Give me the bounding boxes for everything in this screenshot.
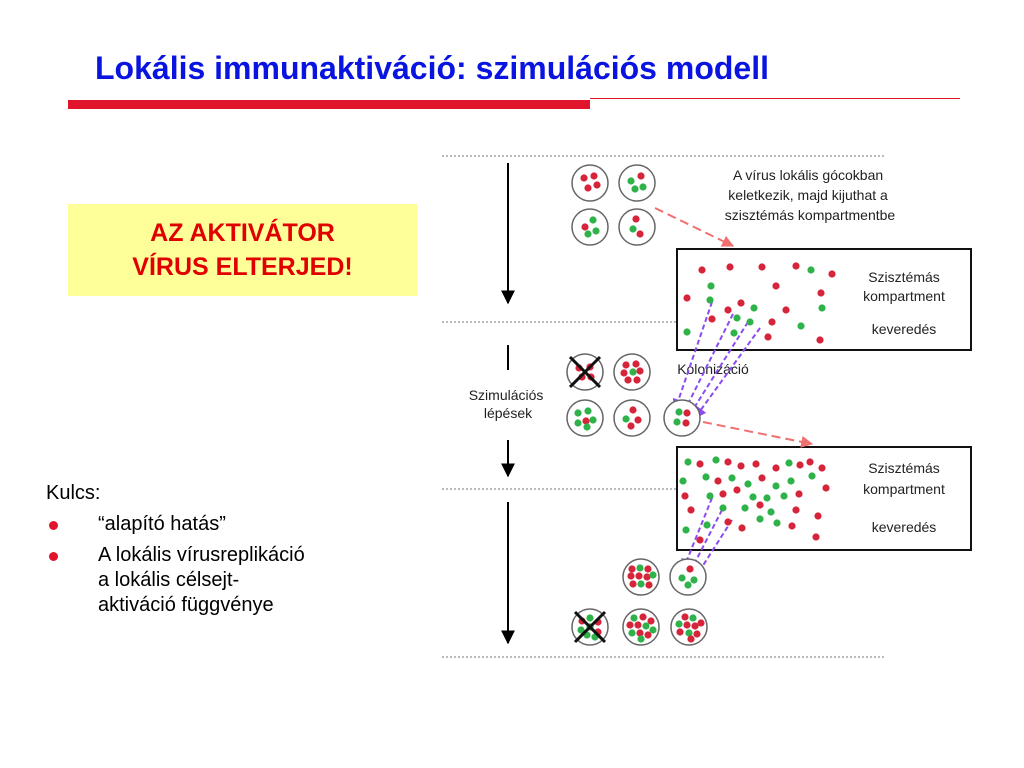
green-cell — [733, 314, 740, 321]
green-cell — [706, 296, 713, 303]
red-cell — [633, 376, 640, 383]
steps-label-line: Szimulációs — [468, 387, 544, 403]
red-cell — [635, 572, 642, 579]
green-cell — [767, 508, 774, 515]
red-cell — [644, 565, 651, 572]
slide-title: Lokális immunaktiváció: szimulációs modell — [95, 50, 769, 86]
red-cell — [733, 486, 740, 493]
red-cell — [758, 263, 765, 270]
colonization-label: Kolonizáció — [677, 361, 749, 377]
green-cell — [741, 504, 748, 511]
red-cell — [788, 522, 795, 529]
red-cell — [772, 282, 779, 289]
local-focus-well — [619, 209, 655, 245]
steps-label — [469, 387, 548, 421]
mixing-label: keveredés — [871, 519, 937, 535]
red-cell — [696, 460, 703, 467]
green-cell — [780, 492, 787, 499]
green-cell — [584, 407, 591, 414]
green-cell — [785, 459, 792, 466]
annotation-line: keletkezik, majd kijuthat a — [728, 187, 888, 203]
red-cell — [681, 613, 688, 620]
red-cell — [681, 492, 688, 499]
red-cell — [724, 458, 731, 465]
green-cell — [675, 620, 682, 627]
green-cell — [773, 519, 780, 526]
green-cell — [707, 282, 714, 289]
annotation-line: A vírus lokális gócokban — [732, 167, 884, 183]
green-cell — [679, 477, 686, 484]
red-cell — [814, 512, 821, 519]
red-cell — [772, 464, 779, 471]
red-cell — [682, 419, 689, 426]
red-cell — [816, 336, 823, 343]
compartment-label-line: Szisztémás — [868, 460, 940, 476]
red-cell — [634, 416, 641, 423]
red-cell — [796, 461, 803, 468]
red-cell — [581, 223, 588, 230]
red-cell — [698, 266, 705, 273]
key-item-line: a lokális célsejt- — [98, 569, 240, 591]
steps-label-line: lépések — [483, 405, 533, 421]
green-cell — [750, 304, 757, 311]
green-cell — [746, 318, 753, 325]
red-cell — [726, 263, 733, 270]
green-cell — [730, 329, 737, 336]
red-cell — [737, 299, 744, 306]
green-cell — [629, 368, 636, 375]
red-cell — [782, 306, 789, 313]
red-cell — [683, 409, 690, 416]
green-cell — [719, 504, 726, 511]
red-cell — [634, 621, 641, 628]
red-cell — [637, 172, 644, 179]
local-focus-well — [664, 400, 700, 436]
key-item-line: “alapító hatás” — [98, 513, 226, 535]
green-cell — [744, 480, 751, 487]
red-cell — [645, 581, 652, 588]
green-cell — [592, 227, 599, 234]
red-cell — [683, 294, 690, 301]
red-cell — [622, 361, 629, 368]
red-cell — [627, 422, 634, 429]
green-cell — [756, 515, 763, 522]
red-cell — [828, 270, 835, 277]
red-cell — [792, 262, 799, 269]
red-cell — [818, 464, 825, 471]
compartment-label-line: Szisztémás — [868, 269, 940, 285]
red-cell — [708, 315, 715, 322]
green-cell — [637, 580, 644, 587]
green-cell — [627, 177, 634, 184]
red-cell — [687, 635, 694, 642]
annotation-text — [725, 167, 896, 223]
red-cell — [644, 631, 651, 638]
callout-line-1: AZ AKTIVÁTOR — [150, 219, 335, 247]
green-cell — [684, 458, 691, 465]
local-focus-well — [572, 209, 608, 245]
red-cell — [624, 376, 631, 383]
red-cell — [738, 524, 745, 531]
red-cell — [686, 565, 693, 572]
green-cell — [574, 409, 581, 416]
red-cell — [714, 477, 721, 484]
green-cell — [586, 614, 593, 621]
red-cell — [719, 490, 726, 497]
systemic-compartment-1 — [677, 249, 971, 350]
cell-layer — [567, 165, 836, 645]
red-cell — [636, 230, 643, 237]
green-cell — [675, 408, 682, 415]
red-cell — [817, 289, 824, 296]
green-cell — [772, 482, 779, 489]
red-cell — [627, 572, 634, 579]
green-cell — [690, 576, 697, 583]
red-cell — [626, 621, 633, 628]
local-focus-well — [614, 400, 650, 436]
local-focus-well — [670, 559, 706, 595]
green-cell — [818, 304, 825, 311]
red-cell — [737, 462, 744, 469]
red-cell — [683, 621, 690, 628]
green-cell — [639, 183, 646, 190]
red-cell — [628, 565, 635, 572]
compartment-label-line: kompartment — [863, 288, 945, 304]
red-cell — [792, 506, 799, 513]
green-cell — [728, 474, 735, 481]
key-item-line: aktiváció függvénye — [98, 594, 274, 616]
red-cell — [636, 629, 643, 636]
red-cell — [697, 619, 704, 626]
red-cell — [822, 484, 829, 491]
green-cell — [749, 493, 756, 500]
red-cell — [593, 181, 600, 188]
red-cell — [724, 518, 731, 525]
green-cell — [808, 472, 815, 479]
red-cell — [758, 474, 765, 481]
green-cell — [637, 635, 644, 642]
red-cell — [696, 536, 703, 543]
green-cell — [702, 473, 709, 480]
red-cell — [806, 458, 813, 465]
green-cell — [636, 564, 643, 571]
green-cell — [589, 216, 596, 223]
green-cell — [628, 629, 635, 636]
red-cell — [676, 628, 683, 635]
green-cell — [584, 230, 591, 237]
callout-line-2: VÍRUS ELTERJED! — [132, 253, 353, 281]
red-cell — [756, 501, 763, 508]
green-cell — [763, 494, 770, 501]
red-cell — [629, 406, 636, 413]
local-focus-well — [572, 165, 608, 201]
systemic-compartment-2 — [677, 447, 971, 550]
red-cell — [768, 318, 775, 325]
red-cell — [812, 533, 819, 540]
mixing-label: keveredés — [871, 321, 937, 337]
green-cell — [631, 185, 638, 192]
green-cell — [807, 266, 814, 273]
green-cell — [706, 492, 713, 499]
green-cell — [684, 581, 691, 588]
red-cell — [764, 333, 771, 340]
red-cell — [687, 506, 694, 513]
green-cell — [649, 571, 656, 578]
red-cell — [629, 580, 636, 587]
green-cell — [682, 526, 689, 533]
green-cell — [678, 574, 685, 581]
green-cell — [642, 622, 649, 629]
red-cell — [639, 613, 646, 620]
green-cell — [583, 423, 590, 430]
green-cell — [703, 521, 710, 528]
green-cell — [629, 225, 636, 232]
red-cell — [795, 490, 802, 497]
red-cell — [632, 215, 639, 222]
red-cell — [590, 172, 597, 179]
red-cell — [724, 306, 731, 313]
green-cell — [797, 322, 804, 329]
green-cell — [622, 415, 629, 422]
red-cell — [636, 367, 643, 374]
green-cell — [574, 419, 581, 426]
green-cell — [673, 418, 680, 425]
red-cell — [693, 630, 700, 637]
red-cell — [584, 184, 591, 191]
red-cell — [752, 460, 759, 467]
green-cell — [689, 614, 696, 621]
green-cell — [630, 614, 637, 621]
green-cell — [712, 456, 719, 463]
red-cell — [620, 369, 627, 376]
red-cell — [580, 174, 587, 181]
local-focus-well — [619, 165, 655, 201]
green-cell — [589, 416, 596, 423]
red-cell — [582, 417, 589, 424]
green-cell — [683, 328, 690, 335]
key-title: Kulcs: — [46, 482, 101, 504]
key-item-line: A lokális vírusreplikáció — [98, 544, 305, 566]
green-cell — [787, 477, 794, 484]
compartment-label-line: kompartment — [863, 481, 945, 497]
red-cell — [632, 360, 639, 367]
annotation-line: szisztémás kompartmentbe — [724, 207, 896, 223]
